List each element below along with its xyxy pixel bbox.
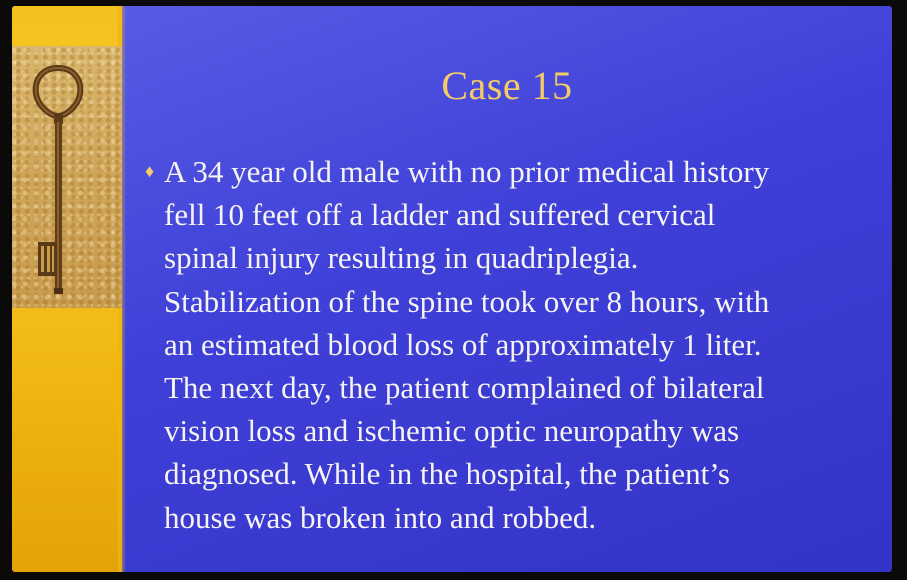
key-image-panel: [12, 46, 122, 308]
body-line: house was broken into and robbed.: [164, 499, 597, 535]
body-line: The next day, the patient complained of bilateral: [164, 370, 765, 406]
body-line: A 34 year old male with no prior medical history: [164, 154, 770, 189]
body-line: Stabilization of the spine took over 8 hours, with: [164, 283, 770, 319]
body-line: spinal injury resulting in quadriplegia.: [164, 240, 639, 276]
slide-body-text: [145, 150, 884, 539]
presentation-slide: [12, 6, 892, 572]
slide-title: Case 15: [441, 63, 573, 108]
body-line: vision loss and ischemic optic neuropathy was: [164, 413, 740, 449]
antique-key-icon: [28, 60, 88, 300]
body-line: an estimated blood loss of approximately 1 liter.: [164, 326, 762, 362]
body-line: diagnosed. While in the hospital, the patient’s: [164, 456, 730, 492]
body-line: fell 10 feet off a ladder and suffered cervical: [164, 197, 716, 233]
diamond-bullet-icon: ♦: [145, 161, 155, 181]
